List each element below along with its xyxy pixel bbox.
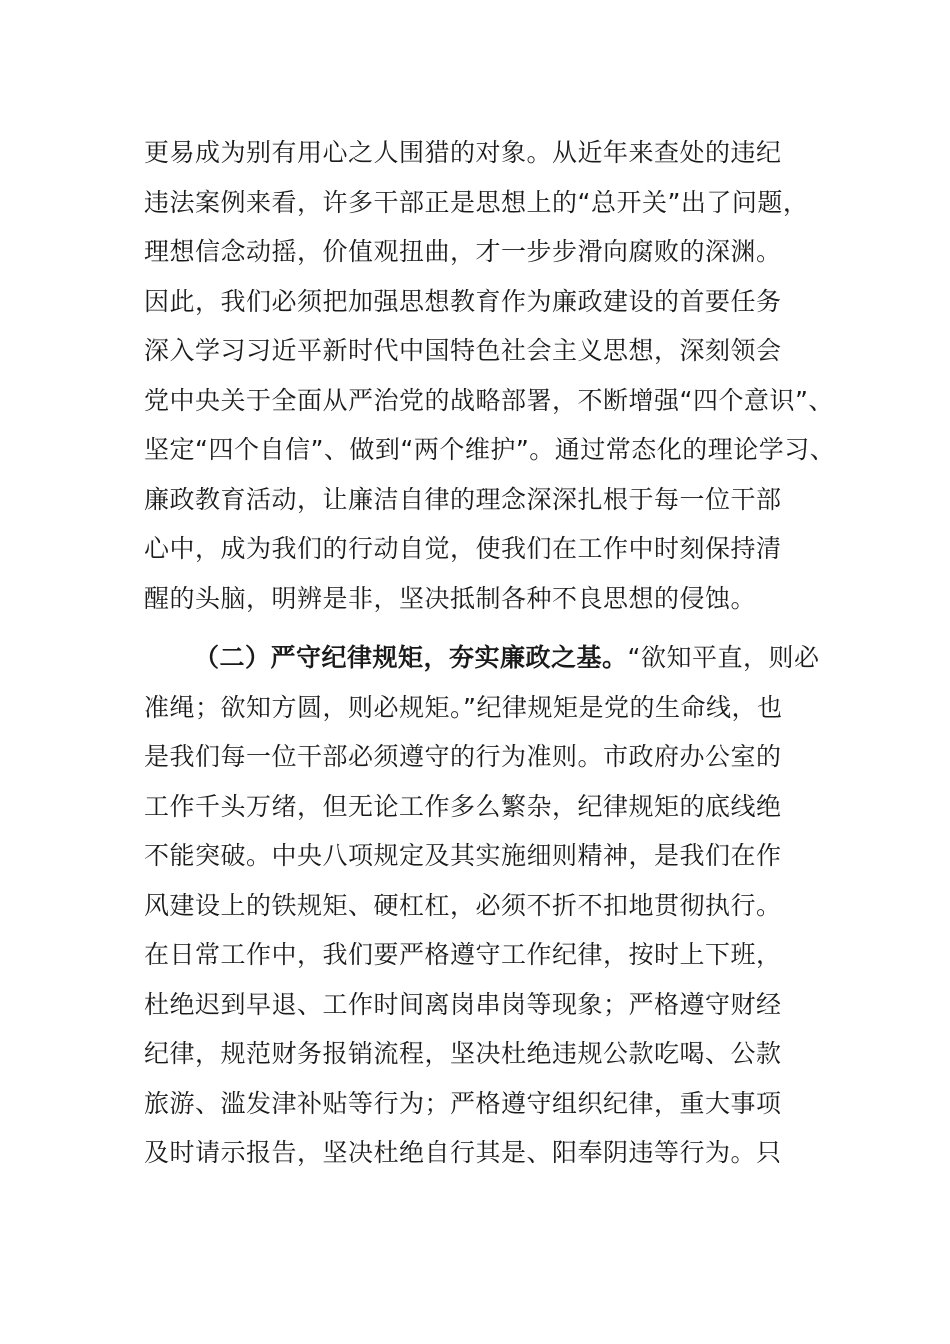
text-line: 理想信念动摇，价值观扭曲，才一步步滑向腐败的深渊。: [144, 237, 782, 266]
heading-line: [144, 633, 824, 683]
text-line: 违法案例来看，许多干部正是思想上的“总开关”出了问题，: [144, 187, 809, 217]
text-line: 醒的头脑，明辨是非，坚决抵制各种不良思想的侵蚀。: [144, 583, 757, 613]
text-line: 不能突破。中央八项规定及其实施细则精神，是我们在作: [144, 841, 782, 870]
text-line: 及时请示报告，坚决杜绝自行其是、阳奉阴违等行为。只: [144, 1138, 782, 1167]
paragraph-spacing: [144, 623, 824, 633]
text-line: 准绳；欲知方圆，则必规矩。”纪律规矩是党的生命线，也: [144, 692, 783, 722]
text-line: 杜绝迟到早退、工作时间离岗串岗等现象；严格遵守财经: [144, 989, 782, 1019]
text-line: 因此，我们必须把加强思想教育作为廉政建设的首要任务: [144, 286, 782, 316]
paragraph-discipline-rules: [144, 633, 824, 1178]
text-line: 在日常工作中，我们要严格遵守工作纪律，按时上下班，: [144, 940, 782, 969]
text-line: 更易成为别有用心之人围猎的对象。从近年来查处的违纪: [144, 138, 782, 167]
text-line: 旅游、滥发津补贴等行为；严格遵守组织纪律，重大事项: [144, 1088, 782, 1118]
text-line: 坚定“四个自信”、做到“两个维护”。通过常态化的理论学习、: [144, 435, 836, 464]
text-line: 党中央关于全面从严治党的战略部署，不断增强“四个意识”、: [144, 385, 834, 415]
text-line: 工作千头万绪，但无论工作多么繁杂，纪律规矩的底线绝: [144, 791, 782, 821]
text-line: 心中，成为我们的行动自觉，使我们在工作中时刻保持清: [144, 534, 782, 563]
text-line: 是我们每一位干部必须遵守的行为准则。市政府办公室的: [144, 742, 782, 771]
text-line-rest: “欲知平直，则必: [627, 643, 820, 672]
text-line: 纪律，规范财务报销流程，坚决杜绝违规公款吃喝、公款: [144, 1039, 782, 1068]
section-heading: （二）严守纪律规矩，夯实廉政之基。: [194, 643, 628, 672]
text-line: 深入学习习近平新时代中国特色社会主义思想，深刻领会: [144, 336, 782, 365]
text-line: 风建设上的铁规矩、硬杠杠，必须不折不扣地贯彻执行。: [144, 890, 782, 920]
paragraph-thought-education: [144, 128, 836, 623]
document-body: [144, 128, 836, 1178]
text-line: 廉政教育活动，让廉洁自律的理念深深扎根于每一位干部: [144, 484, 782, 514]
